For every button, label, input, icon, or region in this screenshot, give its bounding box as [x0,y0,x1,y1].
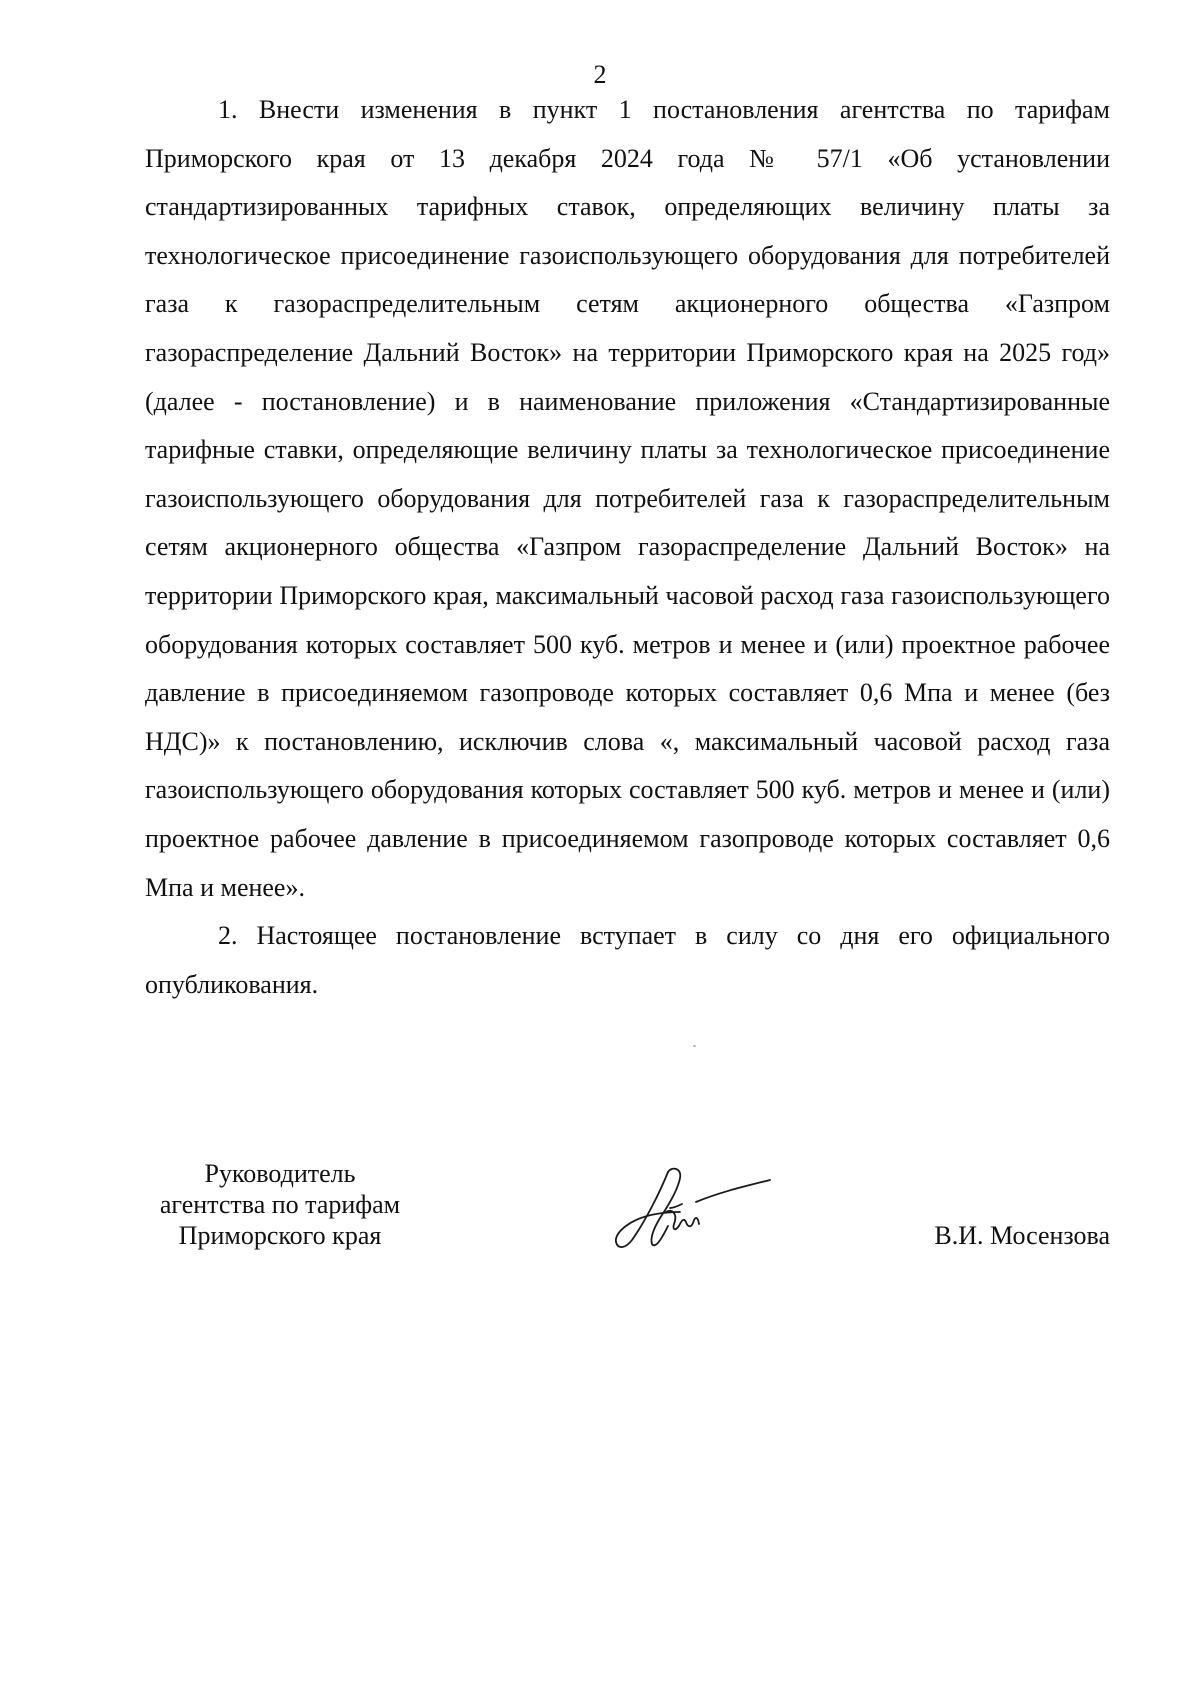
signer-position-line: Руководитель [204,1159,356,1188]
signer-position [130,1158,430,1251]
paragraph-2: 2. Настоящее постановление вступает в силу со дня его официального опубликования. [145,921,1110,999]
signer-position-line: Приморского края [178,1221,382,1250]
handwritten-signature [610,1162,775,1262]
page-number: 2 [593,60,607,89]
scan-speck [693,1045,696,1047]
signer-position-line: агентства по тарифам [159,1190,401,1219]
signature-block [0,1158,1200,1278]
document-body [145,86,1110,1009]
signer-name: В.И. Мосензова [934,1221,1110,1250]
paragraph-1: 1. Внести изменения в пункт 1 постановления агентства по тарифам Приморского края от 13 декабря 2024 года № 57/1 «Об установлении стандартизированных тарифных ставок, определяющих величину платы за технологическое присоединение газоиспользующего оборудования для потребителей газа к газораспределительным сетям акционерного общества «Газпром газораспределение Дальний Восток» на территории Приморского края на 2025 год» (далее - постановление) и в наименование приложения «Стандартизированные тарифные ставки, определяющие величину платы за технологическое присоединение газоиспользующего оборудования для потребителей газа к газораспределительным сетям акционерного общества «Газпром газораспределение Дальний Восток» на территории Приморского края, максимальный часовой расход газа газоиспользующего оборудования которых составляет 500 куб. метров и менее и (или) проектное рабочее давление в присоединяемом газопроводе которых составляет 0,6 Мпа и менее (без НДС)» к постановлению, исключив слова «, максимальный часовой расход газа газоиспользующего оборудования которых составляет 500 куб. метров и менее и (или) проектное рабочее давление в присоединяемом газопроводе которых составляет 0,6 Мпа и менее». [145,95,1110,902]
